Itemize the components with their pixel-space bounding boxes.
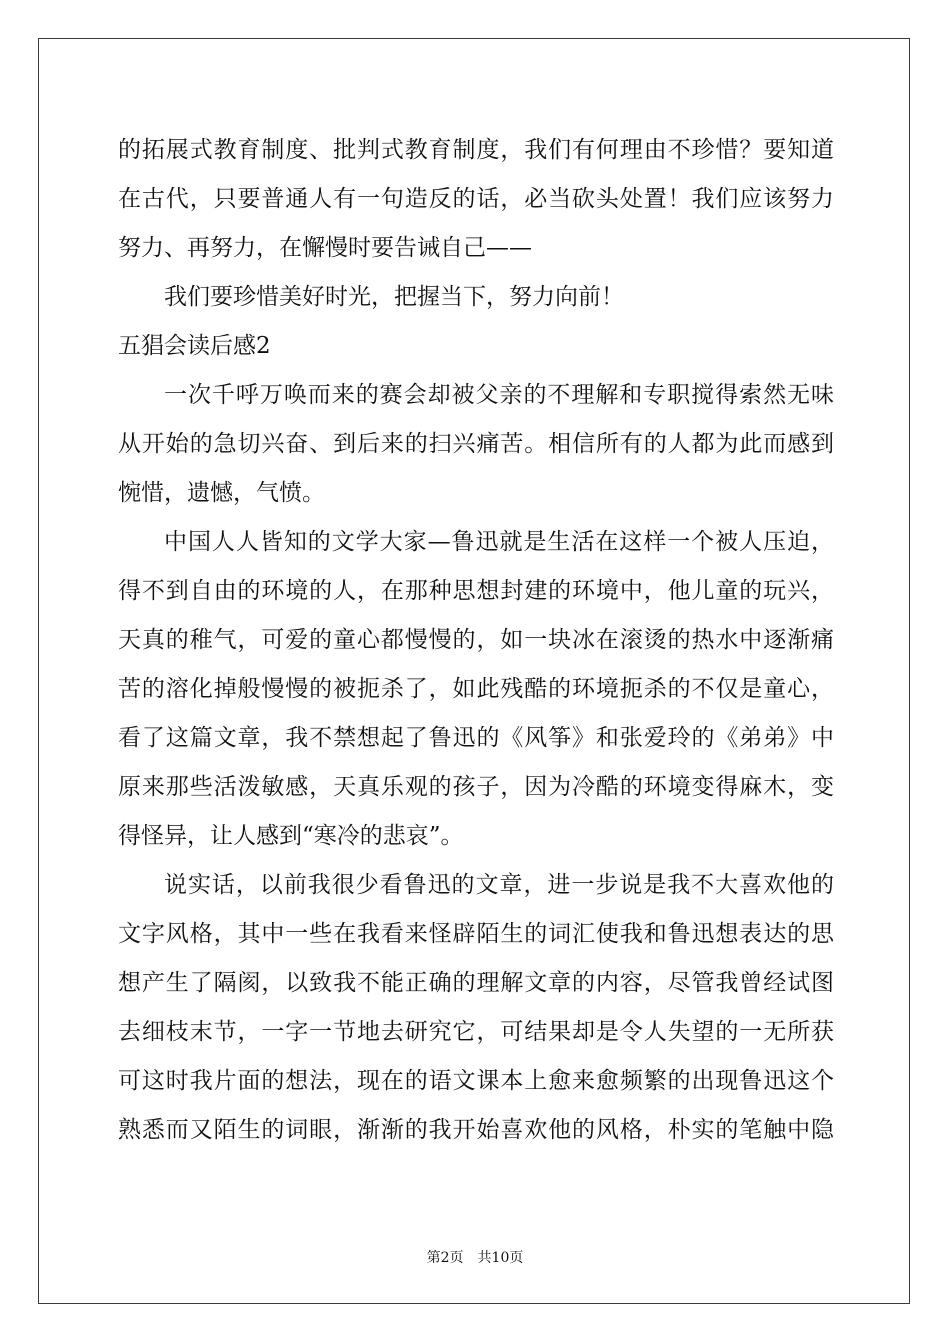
text-line: 可这时我片面的想法，现在的语文课本上愈来愈频繁的出现鲁迅这个	[118, 1068, 834, 1094]
text-line: 的拓展式教育制度、批判式教育制度，我们有何理由不珍惜？要知道	[118, 137, 834, 163]
text-line: 说实话，以前我很少看鲁迅的文章，进一步说是我不大喜欢他的	[164, 872, 834, 898]
text-line: 从开始的急切兴奋、到后来的扫兴痛苦。相信所有的人都为此而感到	[118, 431, 834, 457]
text-line: 得不到自由的环境的人，在那种思想封建的环境中，他儿童的玩兴，	[118, 578, 834, 604]
text-line: 一次千呼万唤而来的赛会却被父亲的不理解和专职搅得索然无味	[164, 382, 834, 408]
text-line: 天真的稚气，可爱的童心都慢慢的，如一块冰在滚烫的热水中逐渐痛	[118, 627, 834, 653]
text-line: 我们要珍惜美好时光，把握当下，努力向前！	[164, 284, 624, 310]
page-number: 第2页 共10页	[426, 1250, 524, 1266]
text-line: 苦的溶化掉般慢慢的被扼杀了，如此残酷的环境扼杀的不仅是童心，	[118, 676, 834, 702]
text-line: 得怪异，让人感到“寒冷的悲哀”。	[118, 823, 464, 849]
text-line: 原来那些活泼敏感，天真乐观的孩子，因为冷酷的环境变得麻木，变	[118, 774, 834, 800]
section-heading: 五猖会读后感2	[118, 333, 271, 359]
text-line: 中国人人皆知的文学大家—鲁迅就是生活在这样一个被人压迫，	[164, 529, 834, 555]
text-line: 文字风格，其中一些在我看来怪辟陌生的词汇使我和鲁迅想表达的思	[118, 921, 834, 947]
text-line: 熟悉而又陌生的词眼，渐渐的我开始喜欢他的风格，朴实的笔触中隐	[118, 1117, 834, 1143]
text-line: 去细枝末节，一字一节地去研究它，可结果却是令人失望的一无所获	[118, 1019, 834, 1045]
text-line: 看了这篇文章，我不禁想起了鲁迅的《风筝》和张爱玲的《弟弟》中	[118, 725, 834, 751]
text-line: 努力、再努力，在懈慢时要告诫自己——	[118, 235, 532, 261]
text-line: 惋惜，遗憾，气愤。	[118, 480, 325, 506]
document-body	[118, 126, 834, 1155]
text-line: 在古代，只要普通人有一句造反的话，必当砍头处置！我们应该努力	[118, 186, 834, 212]
text-line: 想产生了隔阂，以致我不能正确的理解文章的内容，尽管我曾经试图	[118, 970, 834, 996]
